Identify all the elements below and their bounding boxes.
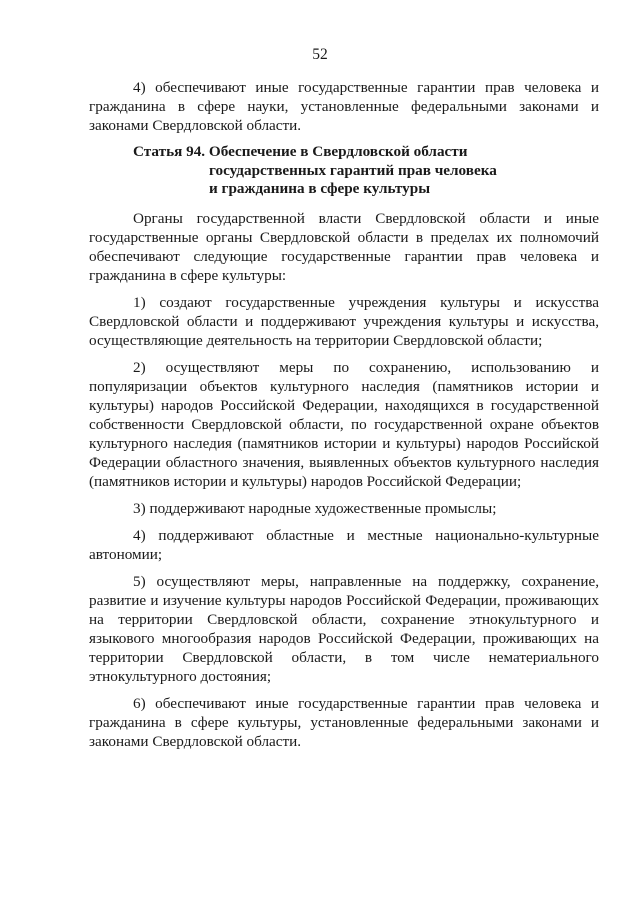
article-heading-line: государственных гарантий прав человека — [209, 161, 497, 179]
article-item-paragraph: 5) осуществляют меры, направленные на поддержку, сохранение, развитие и изучение культуры народов Российской Федерации, проживающих на территории Свердловской области, сохранение этнокультурного и языкового многообразия народов Российской Федерации, проживающих на территории Свердловской области, в том числе нематериального этнокультурного достояния; — [89, 572, 599, 685]
article-heading-line: и гражданина в сфере культуры — [209, 180, 431, 197]
page-number: 52 — [312, 46, 328, 63]
article-item-paragraph: 4) поддерживают областные и местные национально-культурные автономии; — [89, 526, 599, 563]
article-item-paragraph: 2) осуществляют меры по сохранению, использованию и популяризации объектов культурного наследия (памятников истории и культуры) народов Российской Федерации, находящихся в государственной собственности Свердловской области, по государственной охране объектов культурного наследия (памятников истории и культуры) народов Российской Федерации областного значения, выявленных объектов культурного наследия (памятников истории и культуры) народов Российской Федерации; — [89, 358, 599, 490]
article-item-paragraph: 3) поддерживают народные художественные промыслы; — [133, 499, 497, 517]
article-item-paragraph: 6) обеспечивают иные государственные гарантии прав человека и гражданина в сфере культуры, установленные федеральными законами и законами Свердловской области. — [89, 694, 599, 750]
article-heading — [89, 143, 599, 199]
page-content — [89, 78, 599, 759]
lead-item-paragraph: 4) обеспечивают иные государственные гарантии прав человека и гражданина в сфере науки, установленные федеральными законами и законами Свердловской области. — [89, 79, 599, 134]
article-item-paragraph: 1) создают государственные учреждения культуры и искусства Свердловской области и поддерживают учреждения культуры и искусства, осуществляющие деятельность на территории Свердловской области; — [89, 293, 599, 349]
article-intro-paragraph: Органы государственной власти Свердловской области и иные государственные органы Свердловской области в пределах их полномочий обеспечивают следующие государственные гарантии прав человека и гражданина в сфере культуры: — [89, 209, 599, 284]
article-heading-line: Статья 94. Обеспечение в Свердловской области — [133, 143, 468, 160]
